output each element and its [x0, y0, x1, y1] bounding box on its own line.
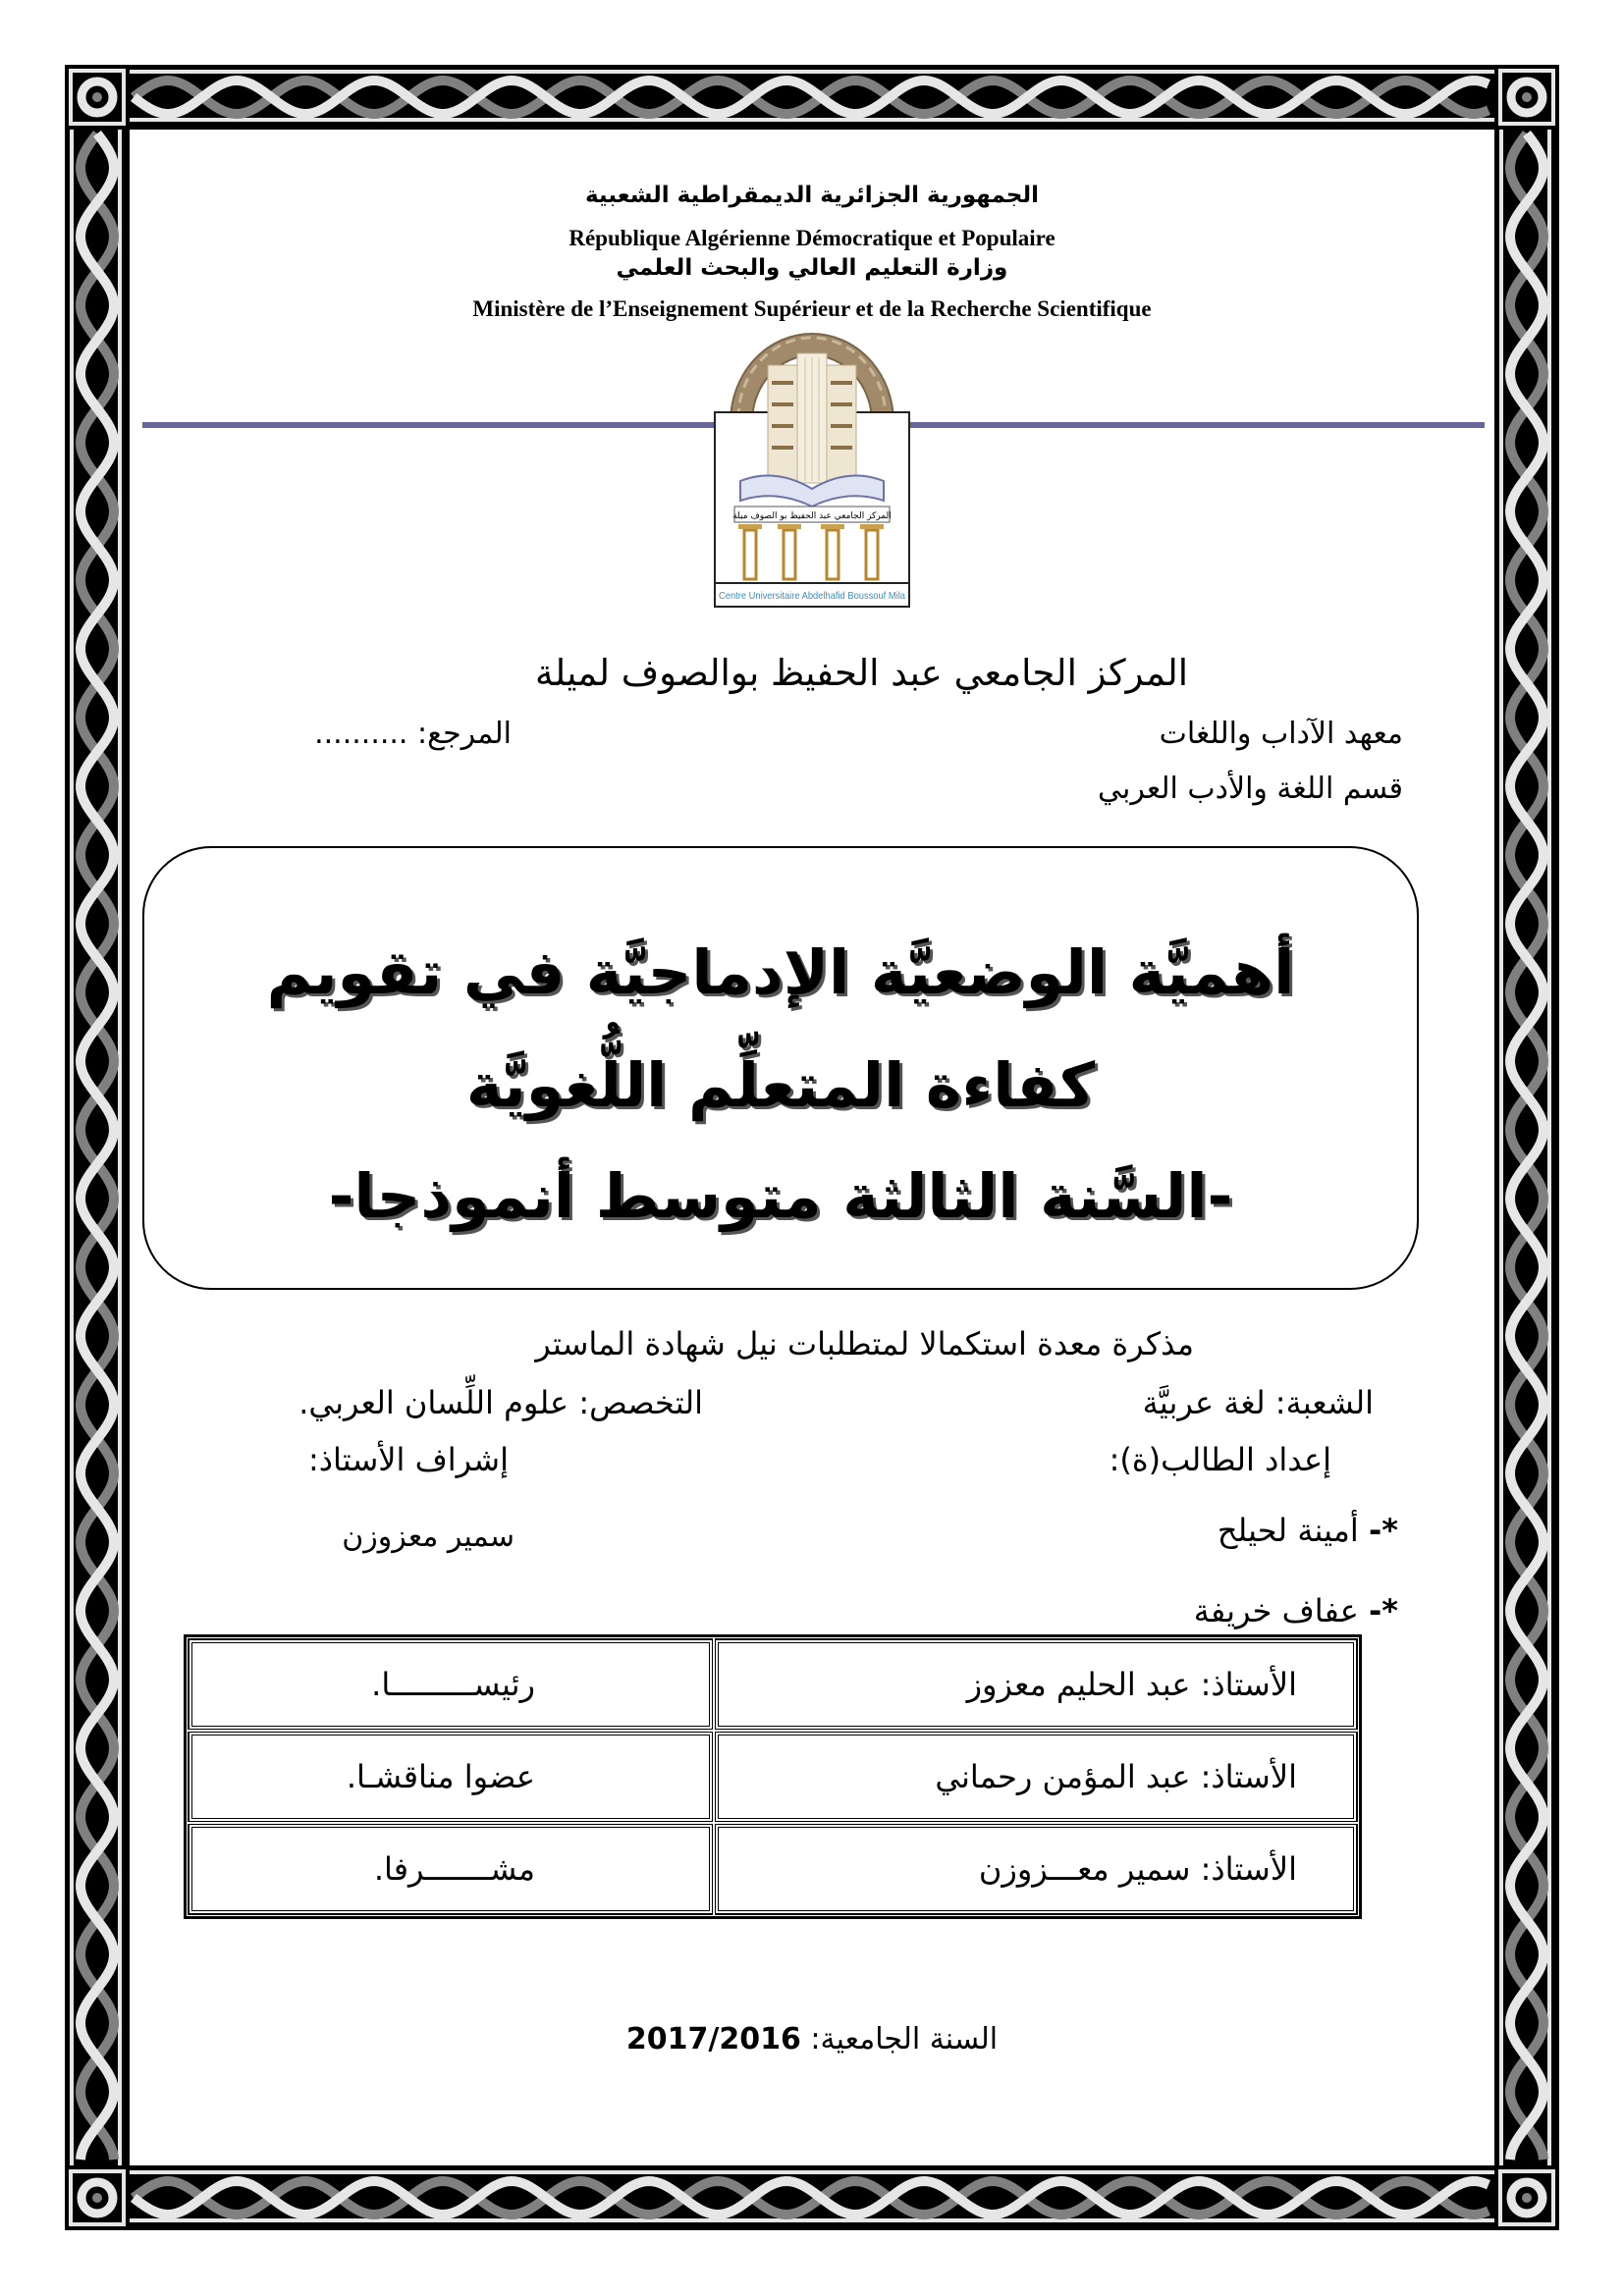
ministry-name-french: Ministère de l’Enseignement Supérieur et de la Recherche Scientifique — [472, 296, 1152, 321]
thesis-title-line-2: كفاءة المتعلِّم اللُّغويَّة — [465, 1049, 1096, 1121]
border-corner-dot — [92, 2193, 102, 2203]
institution-name: المركز الجامعي عبد الحفيظ بوالصوف لميلة — [535, 652, 1188, 694]
table-row — [188, 1731, 1358, 1823]
memo-description: مذكرة معدة استكمالا لمتطلبات نيل شهادة الماستر — [535, 1325, 1194, 1362]
jury-member-role: عضوا مناقشـا. — [188, 1731, 714, 1823]
faculty-name: معهد الآداب واللغات — [1159, 717, 1403, 751]
table-row — [188, 1823, 1358, 1915]
reference-field: المرجع: .......... — [314, 717, 512, 751]
border-corner-dot — [1522, 2193, 1532, 2203]
header-rule-right — [908, 422, 1485, 428]
table-row — [188, 1638, 1358, 1731]
logo-banner-text: المركز الجامعي عبد الحفيظ بو الصوف ميلة — [732, 511, 892, 521]
bullet-marker: *- — [1368, 1592, 1398, 1629]
branch-field: الشعبة: لغة عربيَّة — [1142, 1384, 1374, 1421]
supervision-label: إشراف الأستاذ: — [308, 1441, 509, 1478]
jury-member-role: مشـــــــرفا. — [188, 1823, 714, 1915]
bullet-marker: *- — [1368, 1512, 1398, 1549]
specialty-field: التخصص: علوم اللِّسان العربي. — [298, 1384, 703, 1421]
jury-member-name: الأستاذ: عبد الحليم معزوز — [714, 1638, 1358, 1731]
header-rule-left — [142, 422, 715, 428]
jury-member-name: الأستاذ: سمير معـــزوزن — [714, 1823, 1358, 1915]
country-name-french: République Algérienne Démocratique et Populaire — [568, 226, 1056, 250]
logo-caption: Centre Universitaire Abdelhafid Boussouf Mila — [719, 590, 906, 602]
border-corner-dot — [92, 92, 102, 102]
department-name: قسم اللغة والأدب العربي — [1097, 772, 1403, 806]
academic-year-value: 2017/2016 — [625, 2022, 801, 2056]
jury-table — [184, 1634, 1362, 1919]
academic-year — [0, 2022, 1624, 2056]
ministry-name-arabic: وزارة التعليم العالي والبحث العلمي — [616, 255, 1008, 281]
university-logo — [713, 324, 911, 609]
thesis-title-line-1: أهميَّة الوضعيَّة الإدماجيَّة في تقويم — [266, 936, 1295, 1008]
student-name: أمينة لحيلح — [1217, 1512, 1359, 1549]
country-name-arabic: الجمهورية الجزائرية الديمقراطية الشعبية — [584, 183, 1040, 208]
jury-member-name: الأستاذ: عبد المؤمن رحماني — [714, 1731, 1358, 1823]
jury-member-role: رئيســـــــــا. — [188, 1638, 714, 1731]
thesis-title-line-3: -السَّنة الثالثة متوسط أنموذجا- — [328, 1160, 1233, 1232]
academic-year-label: السنة الجامعية: — [810, 2022, 999, 2056]
supervisor-name: سمير معزوزن — [342, 1520, 514, 1554]
thesis-title-box — [142, 846, 1419, 1290]
student-name: عفاف خريفة — [1193, 1592, 1359, 1629]
border-corner-dot — [1522, 92, 1532, 102]
student-item — [1194, 1592, 1398, 1629]
prepared-by-label: إعداد الطالب(ة): — [1109, 1441, 1331, 1478]
student-item — [1218, 1512, 1398, 1549]
